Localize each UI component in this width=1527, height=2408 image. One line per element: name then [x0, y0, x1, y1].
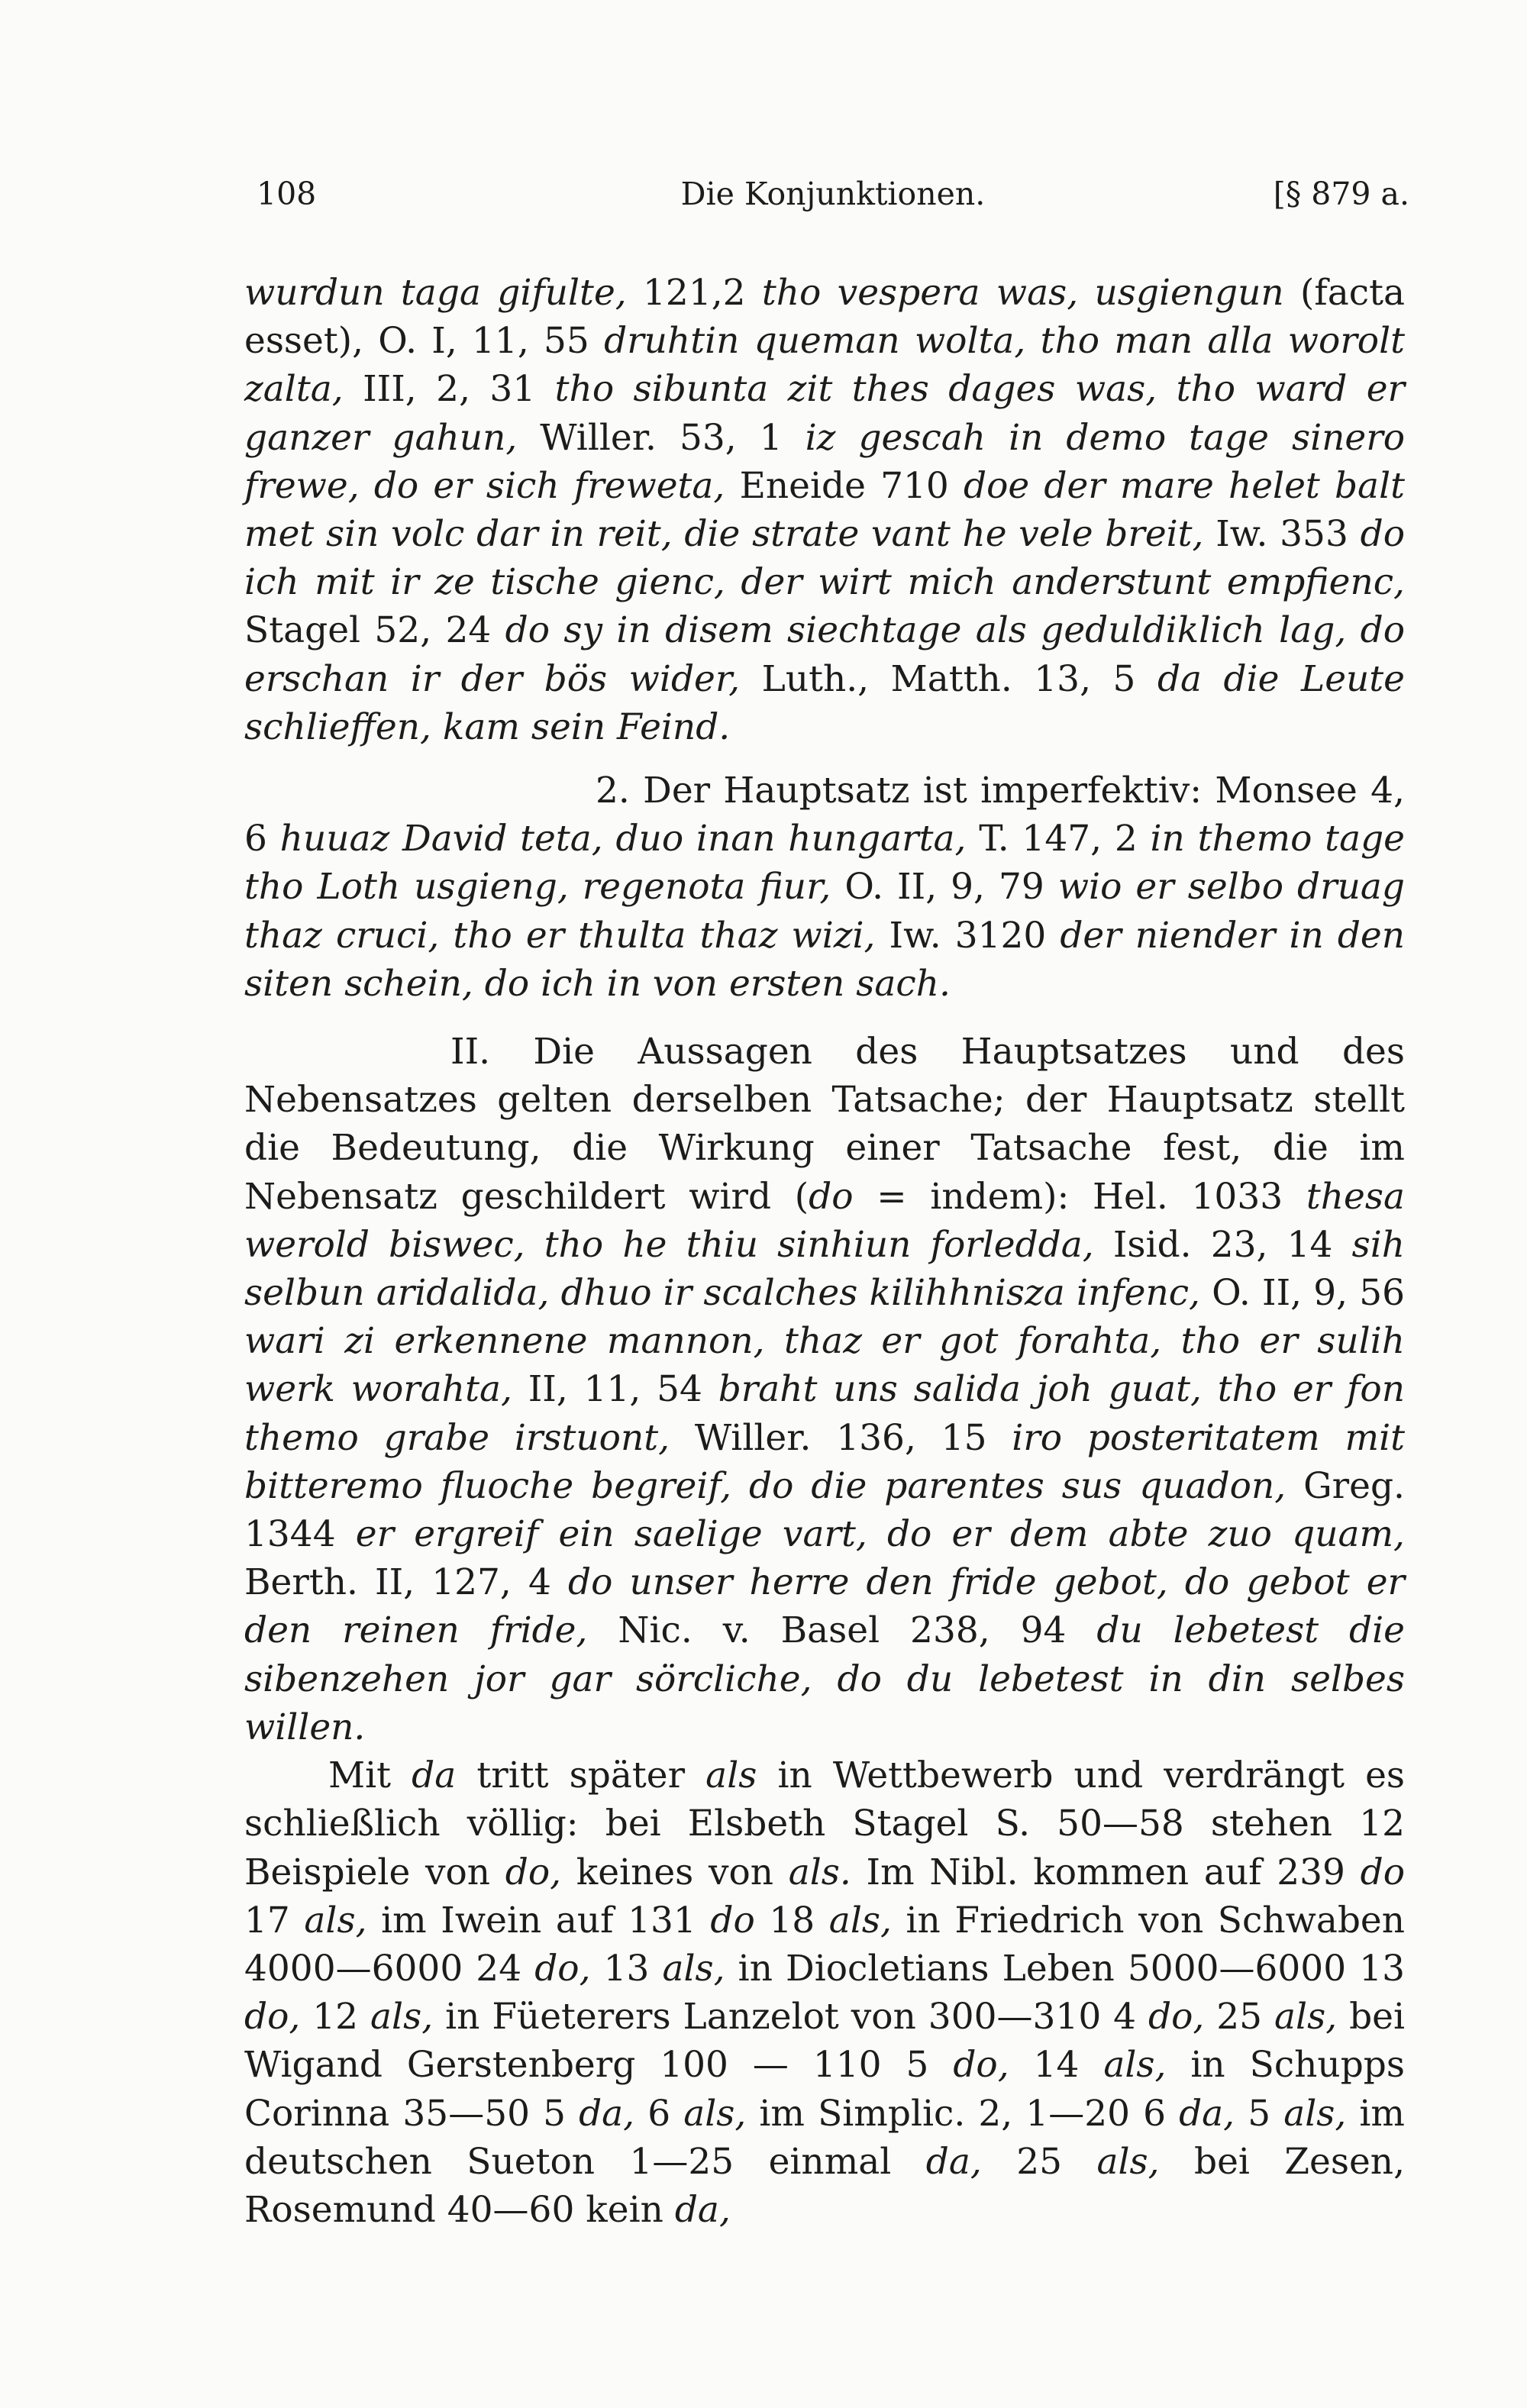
quoted-text: do unser herre den fride gebot, do gebot er den reinen fride, — [244, 1561, 1405, 1652]
quoted-text: als. — [788, 1851, 851, 1893]
text-run: Willer. 53, 1 — [517, 416, 805, 459]
text-run: Berth. II, 127, 4 — [244, 1561, 568, 1604]
text-run: Eneide 710 — [725, 464, 964, 507]
quoted-text: do ich mit ir ze tische gienc, der wirt mich anderstunt empfienc, — [244, 513, 1405, 604]
quoted-text: sih selbun aridalida, dhuo ir scalches kilihhnisza infenc, — [244, 1223, 1405, 1315]
quoted-text: wio er selbo druag thaz cruci, tho er thulta thaz wizi, — [244, 866, 1405, 957]
quoted-text: druhtin queman wolta, tho man alla worolt zalta, — [244, 320, 1406, 411]
text-run: bei Wigand Gerstenberg 100 — 110 5 — [244, 1996, 1406, 2087]
page-header — [257, 176, 1409, 221]
quoted-text: huuaz David teta, duo inan hungarta, — [279, 818, 967, 860]
quoted-text: iz gescah in demo tage sinero frewe, do er sich freweta, — [244, 416, 1406, 507]
text-run: 17 — [244, 1899, 305, 1942]
text-run: Im Nibl. kommen auf 239 — [851, 1851, 1361, 1893]
text-run: tritt später — [456, 1754, 706, 1797]
quoted-text: als, — [1103, 2044, 1167, 2087]
quoted-text: der niender in den siten schein, do ich in von ersten sach. — [244, 914, 1405, 1005]
quoted-text: braht uns salida joh guat, tho er fon themo grabe irstuont, — [244, 1368, 1405, 1459]
text-run: 18 — [754, 1899, 829, 1942]
quoted-text: er ergreif ein saelige vart, do er dem abte zuo quam, — [355, 1513, 1405, 1556]
quoted-text: doe der mare helet balt met sin volc dar in reit, die strate vant he vele breit, — [244, 464, 1406, 556]
text-run: Willer. 136, 15 — [670, 1416, 1012, 1459]
quoted-text: do, — [244, 1996, 301, 2038]
text-run: 6 — [634, 2092, 684, 2135]
text-run: im Simplic. 2, 1—20 6 — [746, 2092, 1180, 2135]
text-run: in Friedrich von Schwaben 4000—6000 24 — [244, 1899, 1406, 1990]
quoted-text: do — [710, 1899, 755, 1942]
text-run: Iw. 3120 — [875, 914, 1061, 957]
text-run: 14 — [1009, 2044, 1104, 2087]
quoted-text: da, — [674, 2188, 731, 2231]
text-run: III, 2, 31 — [343, 368, 555, 411]
text-run: II. Die Aussagen des Hauptsatzes und des Nebensatzes gelten derselben Tatsache; der Hauptsatz stellt die Bedeutung, die Wirkung einer Tatsache fest, die im Nebensatz geschildert wird ( — [244, 1031, 1405, 1218]
text-run: 25 — [1204, 1996, 1275, 2038]
quoted-text: do sy in disem siechtage als geduldiklich lag, do erschan ir der bös wider, — [244, 609, 1405, 700]
quoted-text: als, — [1274, 1996, 1338, 2038]
quoted-text: do, — [1148, 1996, 1205, 2038]
quoted-text: tho sibunta zit thes dages was, tho ward er ganzer gahun, — [244, 368, 1405, 459]
text-run: O. II, 9, 79 — [831, 866, 1058, 909]
paragraph-imperfective — [244, 767, 1405, 1008]
quoted-text: da, — [1179, 2092, 1235, 2135]
quoted-text: wari zi erkennene mannon, thaz er got forahta, tho er sulih werk worahta, — [244, 1320, 1405, 1411]
quoted-text: als, — [370, 1996, 434, 2038]
text-run: bei Zesen, Rosemund 40—60 kein — [244, 2140, 1406, 2231]
section-reference: [§ 879 a. — [1273, 176, 1409, 212]
paragraph-examples-continued — [244, 269, 1405, 751]
text-run: = indem): Hel. 1033 — [853, 1175, 1306, 1218]
quoted-text: als, — [828, 1899, 892, 1942]
text-run: 5 — [1235, 2092, 1284, 2135]
paragraph-section-ii — [244, 1028, 1405, 1751]
text-run: Iw. 353 — [1203, 513, 1361, 556]
text-run: 2. Der Hauptsatz ist imperfektiv: Monsee 4, 6 — [244, 770, 1405, 860]
quoted-text: da, — [925, 2140, 982, 2183]
text-run: keines von — [561, 1851, 789, 1893]
text-run: im Iwein auf 131 — [366, 1899, 711, 1942]
quoted-text: als, — [304, 1899, 367, 1942]
text-run: (facta esset), O. I, 11, 55 — [244, 272, 1405, 363]
quoted-text: als, — [1283, 2092, 1347, 2135]
text-run: O. II, 9, 56 — [1200, 1272, 1406, 1315]
quoted-text: in themo tage tho Loth usgieng, regenota fiur, — [244, 818, 1405, 909]
text-run: 12 — [300, 1996, 371, 2038]
paragraph-da-als — [244, 1751, 1405, 2234]
running-title: Die Konjunktionen. — [680, 176, 986, 212]
quoted-text: als, — [1096, 2140, 1160, 2183]
text-run: II, 11, 54 — [512, 1368, 718, 1411]
quoted-text: da, — [579, 2092, 635, 2135]
quoted-text: da — [412, 1754, 457, 1797]
text-run: T. 147, 2 — [966, 818, 1151, 860]
quoted-text: do, — [953, 2044, 1009, 2087]
text-run: Isid. 23, 14 — [1093, 1223, 1352, 1266]
text-run: Nic. v. Basel 238, 94 — [587, 1609, 1097, 1652]
page-number: 108 — [257, 176, 317, 212]
text-run: 121,2 — [626, 272, 762, 314]
quoted-text: als, — [662, 1947, 725, 1990]
quoted-text: do, — [505, 1851, 562, 1893]
quoted-text: iro posteritatem mit bitteremo fluoche begreif, do die parentes sus quadon, — [244, 1416, 1405, 1507]
text-run: in Diocletians Leben 5000—6000 13 — [725, 1947, 1405, 1990]
quoted-text: do — [1360, 1851, 1405, 1893]
quoted-text: als — [705, 1754, 757, 1797]
text-run: in Schupps Corinna 35—50 5 — [244, 2044, 1405, 2135]
page-body — [244, 269, 1405, 2234]
text-run: Mit — [328, 1754, 412, 1797]
quoted-text: thesa werold biswec, tho he thiu sinhiun forledda, — [244, 1175, 1405, 1266]
quoted-text: do, — [534, 1947, 591, 1990]
text-run: Stagel 52, 24 — [244, 609, 505, 652]
quoted-text: du lebetest die sibenzehen jor gar sörcliche, do du lebetest in din selbes willen. — [244, 1609, 1405, 1748]
quoted-text: wurdun taga gifulte, — [244, 272, 627, 314]
text-run: in Füeterers Lanzelot von 300—310 4 — [433, 1996, 1148, 2038]
text-run: 25 — [981, 2140, 1097, 2183]
quoted-text: do — [809, 1175, 854, 1218]
quoted-text: tho vespera was, usgiengun — [761, 272, 1284, 314]
text-run: Greg. 1344 — [244, 1464, 1405, 1556]
text-run: in Wettbewerb und verdrängt es schließlich völlig: bei Elsbeth Stagel S. 50—58 stehen 12 Beispiele von — [244, 1754, 1405, 1893]
quoted-text: als, — [683, 2092, 747, 2135]
text-run: Luth., Matth. 13, 5 — [740, 657, 1157, 700]
text-run: 13 — [590, 1947, 663, 1990]
quoted-text: da die Leute schlieffen, kam sein Feind. — [244, 657, 1405, 748]
text-run: im deutschen Sueton 1—25 einmal — [244, 2092, 1405, 2183]
